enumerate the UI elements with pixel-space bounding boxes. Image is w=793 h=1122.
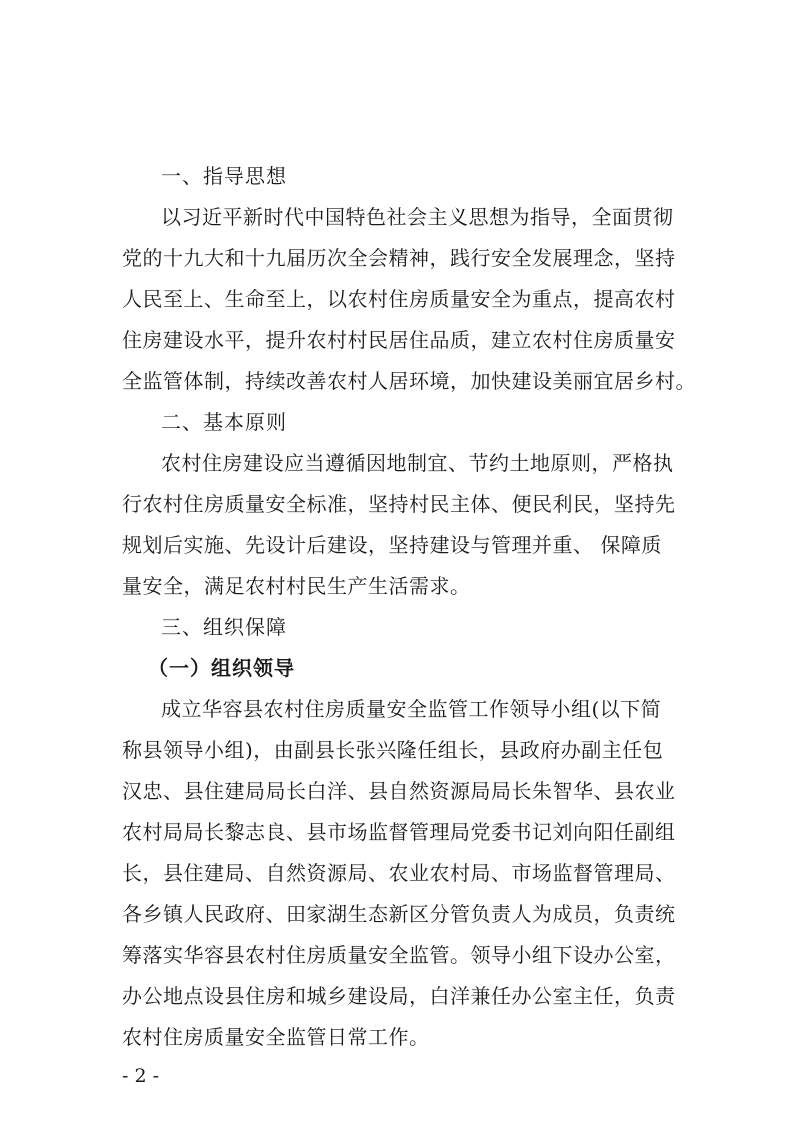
paragraph-line: 称县领导小组)，由副县长张兴隆任组长，县政府办副主任包	[122, 738, 664, 762]
paragraph-line: 筹落实华容县农村住房质量安全监管。领导小组下设办公室，	[122, 943, 676, 967]
paragraph-line: 规划后实施、先设计后建设，坚持建设与管理并重、 保障质	[122, 533, 662, 557]
paragraph-line: 全监管体制，持续改善农村人居环境，加快建设美丽宜居乡村。	[122, 369, 696, 393]
paragraph-line: 各乡镇人民政府、田家湖生态新区分管负责人为成员，负责统	[122, 902, 676, 926]
subsection-heading-leadership: （一）组织领导	[148, 656, 295, 680]
paragraph-line: 农村住房质量安全监管日常工作。	[122, 1025, 430, 1049]
paragraph-line: 成立华容县农村住房质量安全监管工作领导小组(以下简	[161, 697, 662, 721]
paragraph-line: 人民至上、生命至上，以农村住房质量安全为重点，提高农村	[122, 287, 676, 311]
paragraph-line: 党的十九大和十九届历次全会精神，践行安全发展理念，坚持	[122, 246, 676, 270]
paragraph-line: 量安全，满足农村村民生产生活需求。	[122, 574, 471, 598]
section-heading-guiding-ideology: 一、指导思想	[161, 164, 287, 188]
page-number: - 2 -	[122, 1065, 160, 1087]
paragraph-line: 住房建设水平，提升农村村民居住品质，建立农村住房质量安	[122, 328, 676, 352]
section-heading-basic-principles: 二、基本原则	[161, 410, 287, 434]
section-heading-organizational-support: 三、组织保障	[161, 615, 287, 639]
paragraph-line: 汉忠、县住建局局长白洋、县自然资源局局长朱智华、县农业	[122, 779, 676, 803]
paragraph-line: 以习近平新时代中国特色社会主义思想为指导，全面贯彻	[161, 205, 674, 229]
paragraph-line: 农村住房建设应当遵循因地制宜、节约土地原则，严格执	[161, 451, 674, 475]
paragraph-line: 行农村住房质量安全标准，坚持村民主体、便民利民，坚持先	[122, 492, 676, 516]
paragraph-line: 办公地点设县住房和城乡建设局，白洋兼任办公室主任，负责	[122, 984, 676, 1008]
paragraph-line: 长，县住建局、自然资源局、农业农村局、市场监督管理局、	[122, 861, 676, 885]
paragraph-line: 农村局局长黎志良、县市场监督管理局党委书记刘向阳任副组	[122, 820, 676, 844]
